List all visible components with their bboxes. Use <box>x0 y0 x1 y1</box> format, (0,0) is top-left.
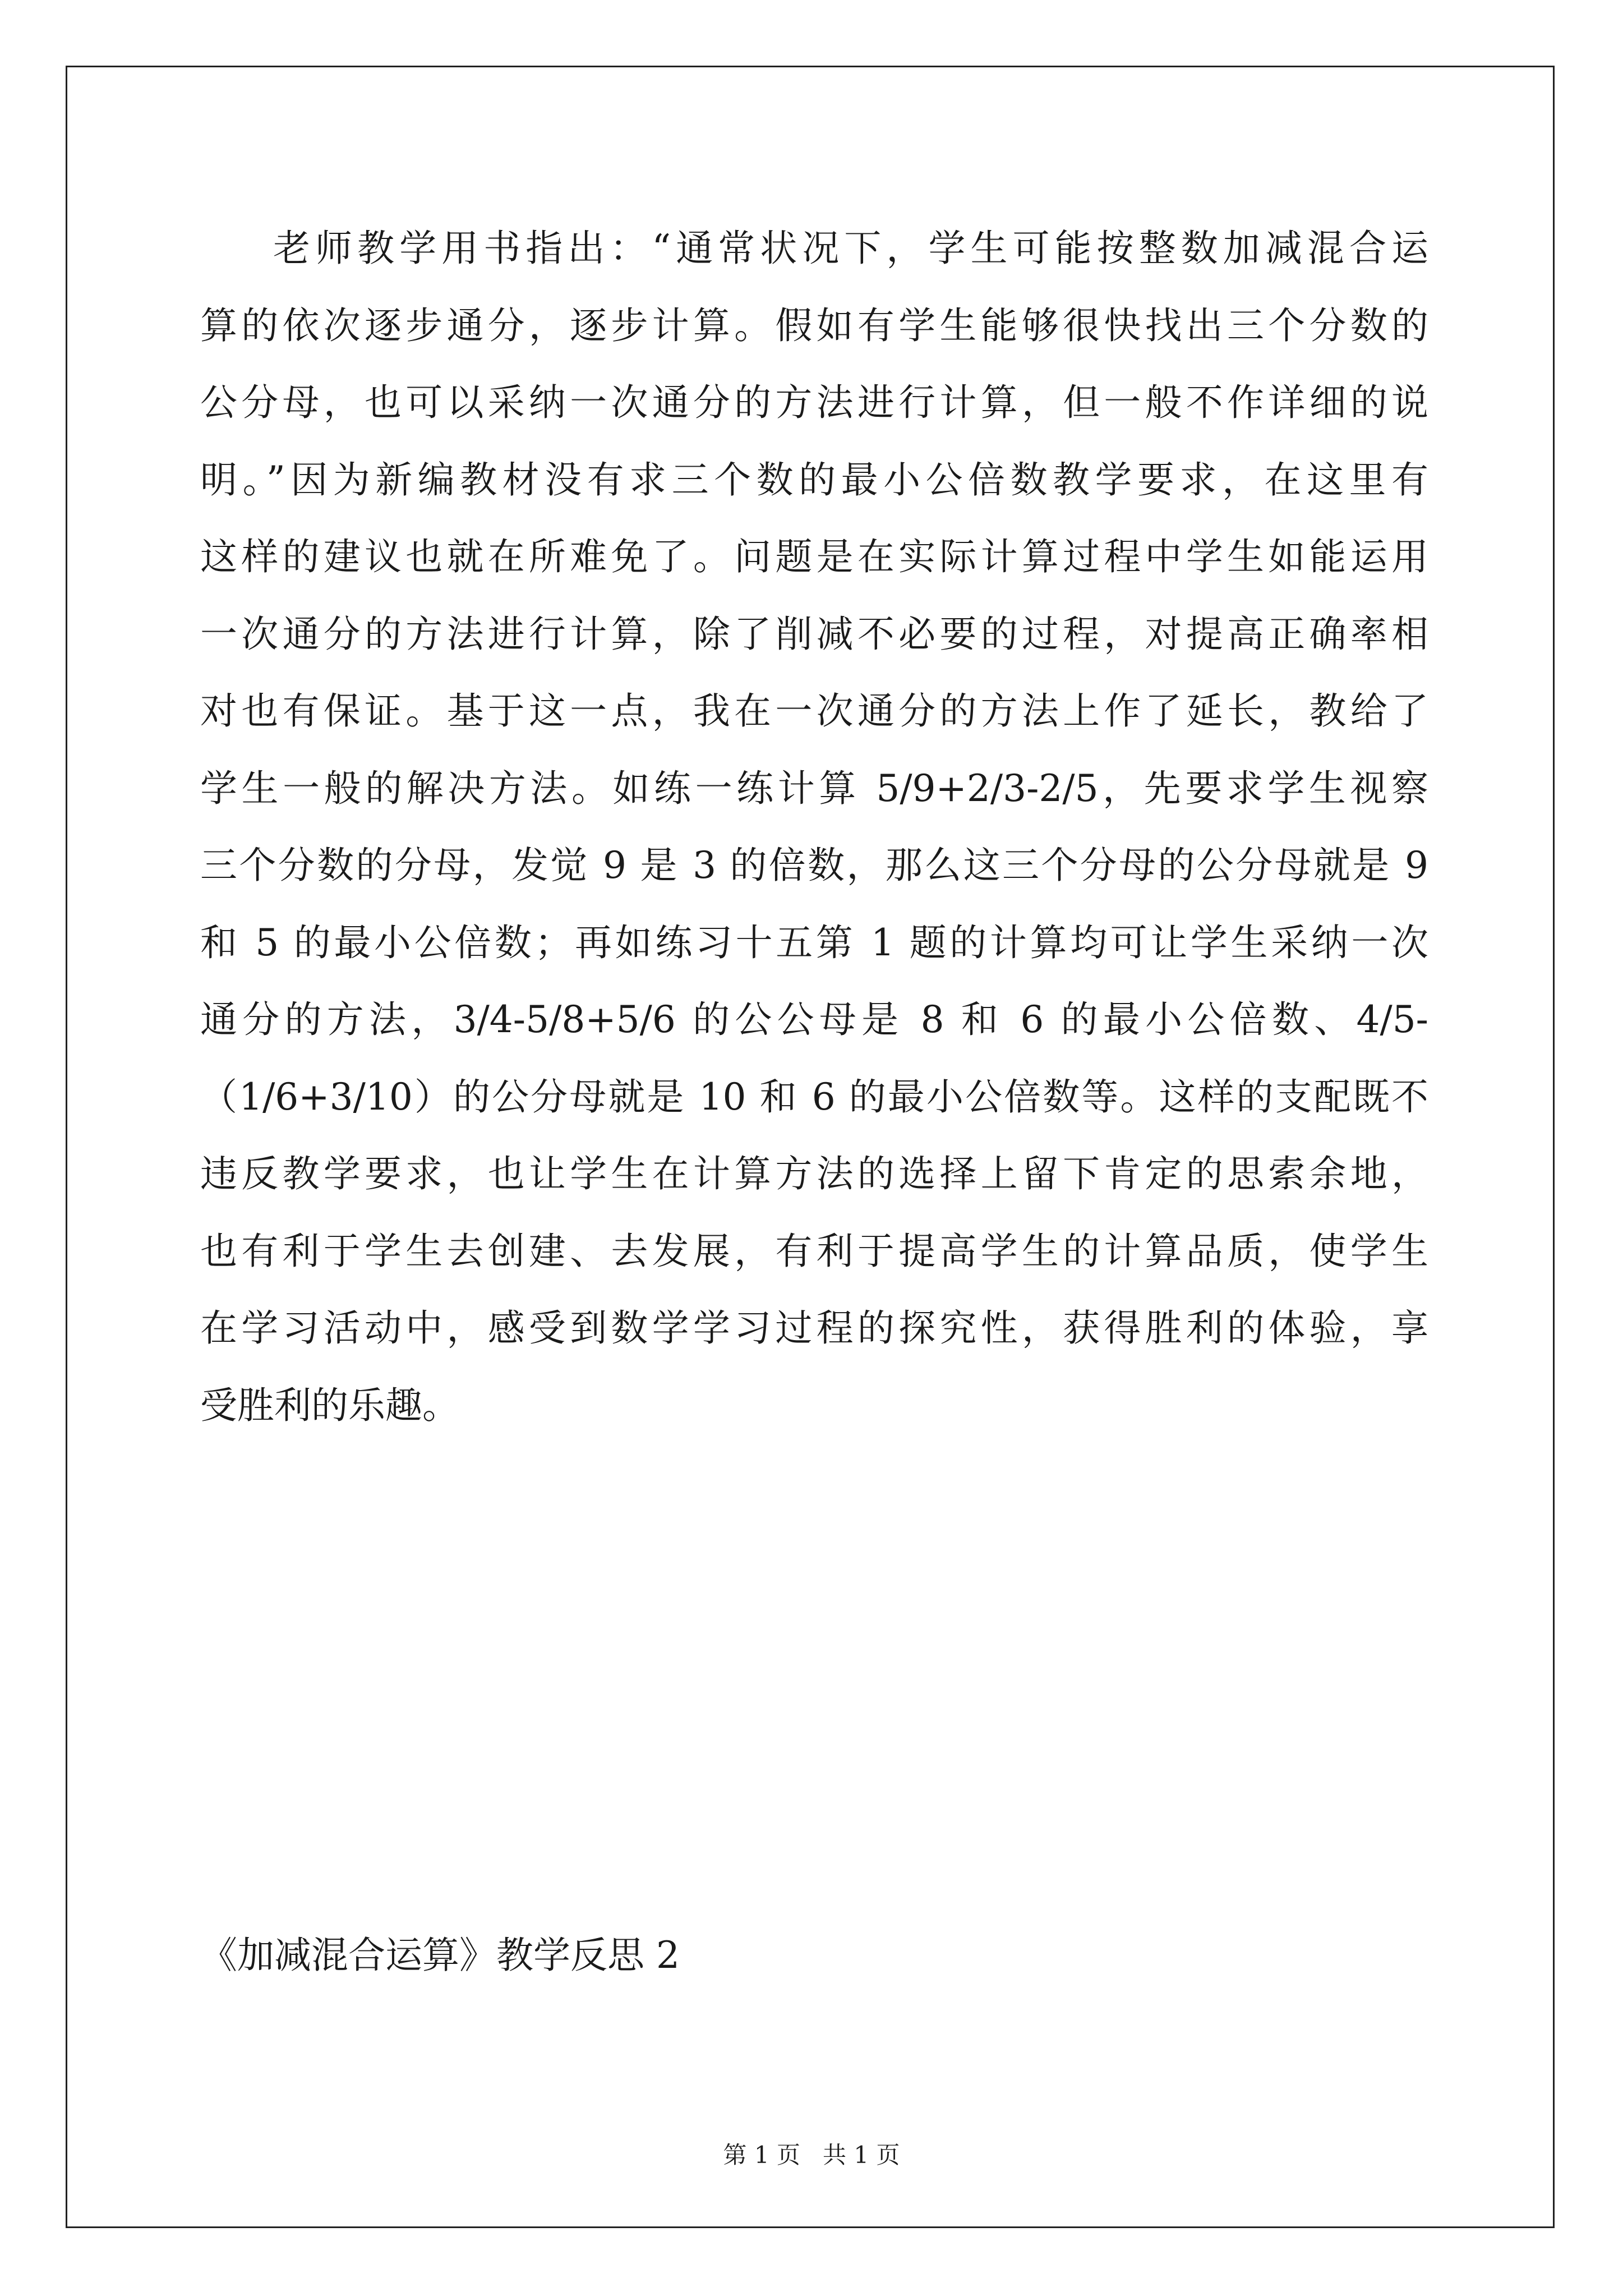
paragraph-line: 和 5 的最小公倍数；再如练习十五第 1 题的计算均可让学生采纳一次 <box>200 921 1428 964</box>
paragraph-line: 违反教学要求，也让学生在计算方法的选择上留下肯定的思索余地， <box>200 1152 1428 1195</box>
paragraph-line: 也有利于学生去创建、去发展，有利于提高学生的计算品质，使学生 <box>200 1229 1428 1273</box>
paragraph-line: 受胜利的乐趣。 <box>200 1383 459 1427</box>
paragraph-line: （1/6+3/10）的公分母就是 10 和 6 的最小公倍数等。这样的支配既不 <box>200 1075 1428 1119</box>
paragraph-line: 通分的方法，3/4-5/8+5/6 的公公母是 8 和 6 的最小公倍数、4/5- <box>200 998 1428 1041</box>
paragraph-line: 算的依次逐步通分，逐步计算。假如有学生能够很快找出三个分数的 <box>200 303 1428 347</box>
paragraph-line: 明。”因为新编教材没有求三个数的最小公倍数教学要求，在这里有 <box>200 458 1428 501</box>
paragraph-line: 学生一般的解决方法。如练一练计算 5/9+2/3-2/5，先要求学生视察 <box>200 766 1428 810</box>
page-number-footer: 第 1 页 共 1 页 <box>723 2141 900 2169</box>
paragraph-line: 对也有保证。基于这一点，我在一次通分的方法上作了延长，教给了 <box>200 689 1428 733</box>
paragraph-line: 一次通分的方法进行计算，除了削减不必要的过程，对提高正确率相 <box>200 612 1428 656</box>
paragraph-line: 这样的建议也就在所难免了。问题是在实际计算过程中学生如能运用 <box>200 535 1428 578</box>
section-heading: 《加减混合运算》教学反思 2 <box>200 1934 680 1977</box>
paragraph-line: 三个分数的分母，发觉 9 是 3 的倍数，那么这三个分母的公分母就是 9 <box>200 844 1428 887</box>
paragraph-line: 老师教学用书指出：“通常状况下，学生可能按整数加减混合运 <box>273 227 1428 270</box>
paragraph-line: 在学习活动中，感受到数学学习过程的探究性，获得胜利的体验，享 <box>200 1306 1428 1350</box>
body-paragraph <box>200 210 1428 1444</box>
paragraph-line: 公分母，也可以采纳一次通分的方法进行计算，但一般不作详细的说 <box>200 381 1428 424</box>
